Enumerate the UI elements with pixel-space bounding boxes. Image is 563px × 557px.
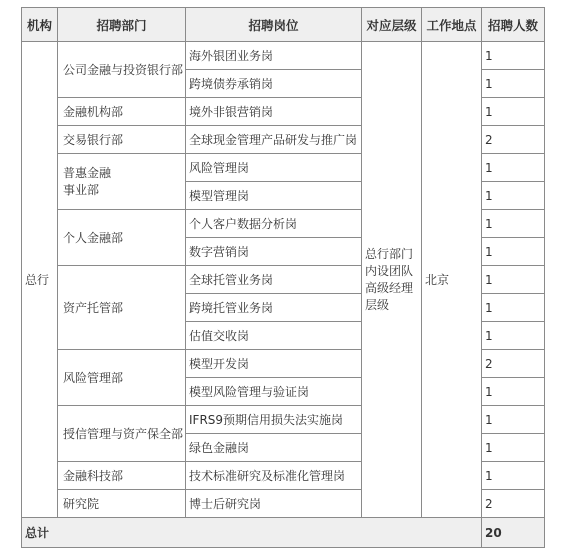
count-cell: 1 (482, 294, 545, 322)
count-cell: 1 (482, 462, 545, 490)
count-cell: 2 (482, 490, 545, 518)
department-cell: 公司金融与投资银行部 (58, 42, 186, 98)
position-cell: 技术标准研究及标准化管理岗 (186, 462, 362, 490)
count-cell: 1 (482, 210, 545, 238)
count-cell: 1 (482, 434, 545, 462)
position-cell: IFRS9预期信用损失法实施岗 (186, 406, 362, 434)
department-cell: 资产托管部 (58, 266, 186, 350)
position-cell: 境外非银营销岗 (186, 98, 362, 126)
count-cell: 1 (482, 322, 545, 350)
header-location: 工作地点 (422, 8, 482, 42)
count-cell: 2 (482, 126, 545, 154)
header-count: 招聘人数 (482, 8, 545, 42)
position-cell: 模型管理岗 (186, 182, 362, 210)
header-row (22, 8, 545, 42)
department-cell (58, 154, 186, 210)
position-cell: 估值交收岗 (186, 322, 362, 350)
header-department: 招聘部门 (58, 8, 186, 42)
institution-cell: 总行 (22, 42, 58, 518)
count-cell: 1 (482, 378, 545, 406)
position-cell: 个人客户数据分析岗 (186, 210, 362, 238)
position-cell: 模型风险管理与验证岗 (186, 378, 362, 406)
department-cell: 交易银行部 (58, 126, 186, 154)
position-cell: 博士后研究岗 (186, 490, 362, 518)
total-value: 20 (482, 518, 545, 548)
location-cell: 北京 (422, 42, 482, 518)
total-label: 总计 (22, 518, 482, 548)
position-cell: 数字营销岗 (186, 238, 362, 266)
position-cell: 跨境债券承销岗 (186, 70, 362, 98)
level-cell (362, 42, 422, 518)
header-level: 对应层级 (362, 8, 422, 42)
level-line: 内设团队 (365, 263, 414, 278)
position-cell: 跨境托管业务岗 (186, 294, 362, 322)
department-line: 普惠金融 (63, 165, 112, 180)
total-row (22, 518, 545, 548)
count-cell: 2 (482, 350, 545, 378)
level-line: 总行部门 (365, 246, 414, 261)
count-cell: 1 (482, 406, 545, 434)
count-cell: 1 (482, 70, 545, 98)
department-cell: 金融科技部 (58, 462, 186, 490)
position-cell: 全球托管业务岗 (186, 266, 362, 294)
header-position: 招聘岗位 (186, 8, 362, 42)
position-cell: 模型开发岗 (186, 350, 362, 378)
position-cell: 全球现金管理产品研发与推广岗 (186, 126, 362, 154)
department-cell: 金融机构部 (58, 98, 186, 126)
header-institution: 机构 (22, 8, 58, 42)
count-cell: 1 (482, 154, 545, 182)
department-line: 事业部 (63, 182, 100, 197)
level-line: 高级经理 (365, 280, 414, 295)
count-cell: 1 (482, 238, 545, 266)
count-cell: 1 (482, 98, 545, 126)
department-cell: 研究院 (58, 490, 186, 518)
level-line: 层级 (365, 297, 390, 312)
count-cell: 1 (482, 266, 545, 294)
department-cell: 个人金融部 (58, 210, 186, 266)
count-cell: 1 (482, 42, 545, 70)
count-cell: 1 (482, 182, 545, 210)
position-cell: 绿色金融岗 (186, 434, 362, 462)
recruitment-table (21, 7, 545, 548)
position-cell: 海外银团业务岗 (186, 42, 362, 70)
department-cell: 授信管理与资产保全部 (58, 406, 186, 462)
table-row (22, 42, 545, 70)
department-cell: 风险管理部 (58, 350, 186, 406)
position-cell: 风险管理岗 (186, 154, 362, 182)
